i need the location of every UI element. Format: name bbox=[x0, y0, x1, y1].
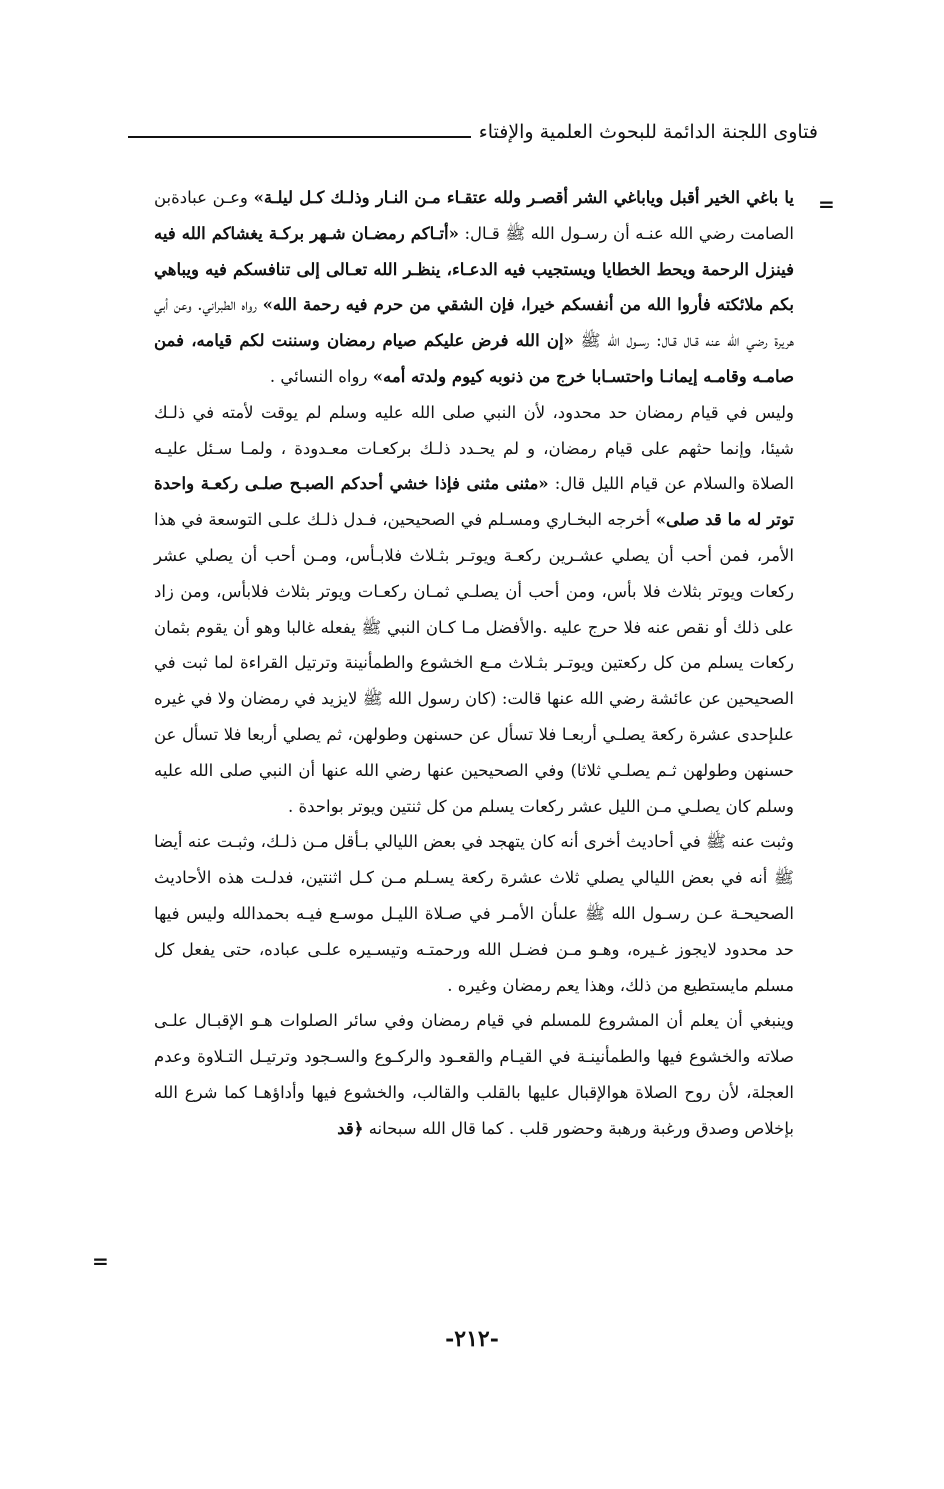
paragraph bbox=[154, 1003, 794, 1146]
text-run: رواه النسائي . bbox=[269, 366, 373, 386]
paragraph bbox=[154, 180, 794, 395]
text-run: أخرجه البخـاري ومسـلم في الصحيحين، فـدل ذلـك علـى التوسعة في هذا الأمر، فمن أحب أن يصلي عشـرين ركعـة ويوتـر بثـلاث فلابـأس، ومـن أحب أن يصلي عشر ركعات ويوتر بثلاث فلا بأس، ومن أحب أن يصلـي ثمـان ركعـات ويوتر بثلاث فلابأس، ومن زاد على ذلك أو نقص عنه فلا حرج عليه .والأفضل مـا كـان النبي ﷺ يفعله غالبا وهو أن يقوم بثمان ركعات يسلم من كل ركعتين ويوتـر بثـلاث مـع الخشوع والطمأنينة وترتيل القراءة لما ثبت في الصحيحين عن عائشة رضي الله عنها قالت: (كان رسول الله ﷺ لايزيد في رمضان ولا في غيره علىإحدى عشرة ركعة يصلـي أربعـا فلا تسأل عن حسنهن وطولهن، ثم يصلي أربعا فلا تسأل عن حسنهن وطولهن ثـم يصلـي ثلاثا) وفي الصحيحين عنها رضي الله عنها أن النبي صلى الله عليه وسلم كان يصلـي مـن الليل عشر ركعات يسلم من كل ثنتين ويوتر بواحدة . bbox=[154, 510, 794, 816]
text-run: وعـن عبادةبن الصامت رضي الله عنـه أن رسـول الله ﷺ قـال: bbox=[154, 188, 794, 243]
quoted-hadith: «مثنى مثنى فإذا خشي أحدكم الصبـح صلـى ركعـة واحدة توتر له ما قد صلى» bbox=[154, 474, 794, 530]
running-header bbox=[128, 112, 818, 152]
header-rule bbox=[128, 136, 471, 138]
continuation-mark-bottom: = bbox=[92, 1249, 109, 1273]
body-text bbox=[154, 180, 794, 1147]
text-run: رواه الطبراني. وعن أبي هريرة رضي الله عنه قـال قـال: رسـول الله ﷺ bbox=[154, 295, 794, 351]
quoted-hadith: ﴿قد bbox=[337, 1118, 364, 1138]
quoted-hadith: «أتـاكم رمضـان شـهر بركـة يغشاكم الله فيه فينزل الرحمة ويحط الخطايا ويستجيب فيه الدعـاء، ينظـر الله تعـالى إلى تنافسكم فيه ويباهي بكم ملائكته فأروا الله من أنفسكم خيرا، فإن الشقي من حرم فيه رحمة الله» bbox=[154, 223, 794, 315]
quoted-hadith: «إن الله فرض عليكم صيام رمضان وسننت لكم قيامه، فمن صامـه وقامـه إيمانـا واحتسـابا خرج من ذنوبه كيوم ولدته أمه» bbox=[154, 331, 794, 386]
page-number: -٢١٢- bbox=[445, 1326, 499, 1352]
continuation-mark-top: = bbox=[818, 192, 835, 216]
text-run: وليس في قيام رمضان حد محدود، لأن النبي صلى الله عليه وسلم لم يوقت لأمته في ذلـك شيئا، وإنما حثهم على قيام رمضان، و لم يحـدد ذلـك بركعـات معـدودة ، ولمـا سـئل عليـه الصلاة والسلام عن قيام الليل قال: bbox=[154, 402, 795, 494]
book-title: فتاوى اللجنة الدائمة للبحوث العلمية والإفتاء bbox=[478, 121, 818, 143]
paragraph bbox=[154, 395, 794, 825]
text-run: وثبت عنه ﷺ في أحاديث أخرى أنه كان يتهجد في بعض الليالي بـأقل مـن ذلـك، وثبـت عنه أيضا ﷺ أنه في بعض الليالي يصلي ثلاث عشرة ركعة يسـلم مـن كـل اثنتين، فدلـت هذه الأحاديث الصحيحـة عـن رسـول الله ﷺ علىأن الأمـر في صـلاة الليـل موسـع فيـه بحمدالله وليس فيها حد محدود لايجوز غـيره، وهـو مـن فضـل الله ورحمتـه وتيسـيره علـى عباده، حتى يفعل كل مسلم مايستطيع من ذلك، وهذا يعم رمضان وغيره . bbox=[154, 832, 794, 995]
text-run: وينبغي أن يعلم أن المشروع للمسلم في قيام رمضان وفي سائر الصلوات هـو الإقبـال علـى صلاته والخشوع فيها والطمأنينـة في القيـام والقعـود والركـوع والسـجود وترتيـل التـلاوة وعدم العجلة، لأن روح الصلاة هوالإقبال عليها بالقلب والقالب، والخشوع فيها وأداؤهـا كما شرع الله بإخلاص وصدق ورغبة ورهبة وحضور قلب . كما قال الله سبحانه bbox=[154, 1011, 794, 1138]
quoted-hadith: يا باغي الخير أقبل وياباغي الشر أقصـر ولله عتقـاء مـن النـار وذلـك كـل ليلـة» bbox=[253, 188, 794, 207]
paragraph bbox=[154, 824, 794, 1003]
